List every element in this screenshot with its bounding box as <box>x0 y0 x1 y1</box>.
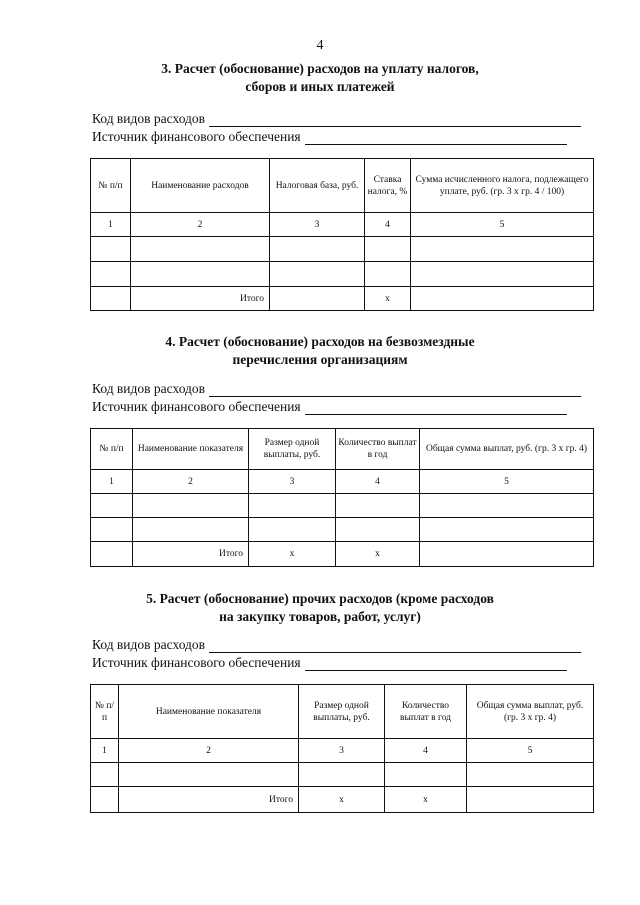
header-cell: Количество выплат в год <box>336 429 420 470</box>
table-row <box>91 494 594 518</box>
empty-cell[interactable] <box>131 237 270 262</box>
table-row <box>91 262 594 287</box>
column-number-cell: 1 <box>91 470 133 494</box>
empty-cell <box>91 787 119 813</box>
expense-code-label: Код видов расходов <box>92 637 206 652</box>
header-cell: Количество выплат в год <box>385 685 467 739</box>
column-number-cell: 4 <box>365 213 411 237</box>
expense-code-input-line[interactable] <box>209 639 581 653</box>
table-row <box>91 237 594 262</box>
empty-cell[interactable] <box>249 518 336 542</box>
total-value-cell[interactable] <box>270 287 365 311</box>
empty-cell[interactable] <box>91 494 133 518</box>
total-label: Итого <box>119 787 299 813</box>
column-number-cell: 1 <box>91 213 131 237</box>
column-number-cell: 2 <box>133 470 249 494</box>
table-row <box>91 518 594 542</box>
column-number-cell: 5 <box>411 213 594 237</box>
funding-source-label: Источник финансового обеспечения <box>92 129 301 144</box>
not-applicable-mark: x <box>365 287 411 311</box>
section-3-title-line-1: 3. Расчет (обоснование) расходов на уплату налогов, <box>161 61 479 76</box>
not-applicable-mark: x <box>385 787 467 813</box>
column-number-cell: 2 <box>119 739 299 763</box>
funding-source-label: Источник финансового обеспечения <box>92 399 301 414</box>
empty-cell[interactable] <box>91 237 131 262</box>
funding-source-label: Источник финансового обеспечения <box>92 655 301 670</box>
not-applicable-mark: x <box>299 787 385 813</box>
section-3-title <box>60 60 580 96</box>
not-applicable-mark: x <box>336 542 420 567</box>
header-cell: Общая сумма выплат, руб. (гр. 3 х гр. 4) <box>420 429 594 470</box>
section-5-title <box>60 590 580 626</box>
section-5-title-line-1: 5. Расчет (обоснование) прочих расходов (кроме расходов <box>146 591 494 606</box>
empty-cell[interactable] <box>91 763 119 787</box>
not-applicable-mark: x <box>249 542 336 567</box>
empty-cell[interactable] <box>365 237 411 262</box>
section-5-funding-source-field <box>92 654 567 671</box>
section-5-expense-code-field <box>92 636 581 653</box>
section-4-expense-code-field <box>92 380 581 397</box>
empty-cell[interactable] <box>420 518 594 542</box>
section-4-title-line-1: 4. Расчет (обоснование) расходов на безвозмездные <box>165 334 475 349</box>
header-cell: Сумма исчисленного налога, подлежащего уплате, руб. (гр. 3 х гр. 4 / 100) <box>411 159 594 213</box>
column-number-cell: 1 <box>91 739 119 763</box>
empty-cell[interactable] <box>467 763 594 787</box>
column-number-cell: 3 <box>270 213 365 237</box>
total-value-cell[interactable] <box>467 787 594 813</box>
section-3-funding-source-field <box>92 128 567 145</box>
empty-cell[interactable] <box>385 763 467 787</box>
column-number-cell: 4 <box>336 470 420 494</box>
empty-cell[interactable] <box>270 237 365 262</box>
section-4-title-line-2: перечисления организациям <box>232 352 408 367</box>
empty-cell[interactable] <box>91 262 131 287</box>
section-3-table <box>90 158 594 311</box>
total-label: Итого <box>131 287 270 311</box>
empty-cell <box>91 287 131 311</box>
expense-code-input-line[interactable] <box>209 113 581 127</box>
empty-cell[interactable] <box>365 262 411 287</box>
header-cell: Наименование показателя <box>119 685 299 739</box>
header-cell: Наименование расходов <box>131 159 270 213</box>
expense-code-label: Код видов расходов <box>92 111 206 126</box>
empty-cell[interactable] <box>420 494 594 518</box>
empty-cell <box>91 542 133 567</box>
empty-cell[interactable] <box>270 262 365 287</box>
empty-cell[interactable] <box>336 518 420 542</box>
funding-source-input-line[interactable] <box>305 131 567 145</box>
expense-code-input-line[interactable] <box>209 383 581 397</box>
header-cell: № п/п <box>91 429 133 470</box>
empty-cell[interactable] <box>336 494 420 518</box>
header-cell: Размер одной выплаты, руб. <box>249 429 336 470</box>
header-cell: Общая сумма выплат, руб. (гр. 3 х гр. 4) <box>467 685 594 739</box>
section-5-table <box>90 684 594 813</box>
header-cell: Наименование показателя <box>133 429 249 470</box>
total-row <box>91 787 594 813</box>
column-number-cell: 5 <box>420 470 594 494</box>
section-3-title-line-2: сборов и иных платежей <box>245 79 395 94</box>
empty-cell[interactable] <box>411 237 594 262</box>
total-value-cell[interactable] <box>420 542 594 567</box>
section-4-table <box>90 428 594 567</box>
section-3-expense-code-field <box>92 110 581 127</box>
total-row <box>91 287 594 311</box>
empty-cell[interactable] <box>411 262 594 287</box>
empty-cell[interactable] <box>249 494 336 518</box>
empty-cell[interactable] <box>299 763 385 787</box>
table-row <box>91 763 594 787</box>
column-number-cell: 2 <box>131 213 270 237</box>
header-cell: № п/п <box>91 685 119 739</box>
header-cell: Налоговая база, руб. <box>270 159 365 213</box>
empty-cell[interactable] <box>91 518 133 542</box>
page-number: 4 <box>316 38 324 53</box>
empty-cell[interactable] <box>131 262 270 287</box>
column-number-cell: 5 <box>467 739 594 763</box>
column-number-cell: 4 <box>385 739 467 763</box>
section-4-title <box>60 333 580 369</box>
empty-cell[interactable] <box>119 763 299 787</box>
column-number-cell: 3 <box>299 739 385 763</box>
header-cell: Ставка налога, % <box>365 159 411 213</box>
funding-source-input-line[interactable] <box>305 401 567 415</box>
section-4-funding-source-field <box>92 398 567 415</box>
empty-cell[interactable] <box>133 518 249 542</box>
header-cell: Размер одной выплаты, руб. <box>299 685 385 739</box>
empty-cell[interactable] <box>133 494 249 518</box>
funding-source-input-line[interactable] <box>305 657 567 671</box>
total-row <box>91 542 594 567</box>
section-5-title-line-2: на закупку товаров, работ, услуг) <box>219 609 421 624</box>
total-value-cell[interactable] <box>411 287 594 311</box>
header-cell: № п/п <box>91 159 131 213</box>
expense-code-label: Код видов расходов <box>92 381 206 396</box>
column-number-cell: 3 <box>249 470 336 494</box>
total-label: Итого <box>133 542 249 567</box>
